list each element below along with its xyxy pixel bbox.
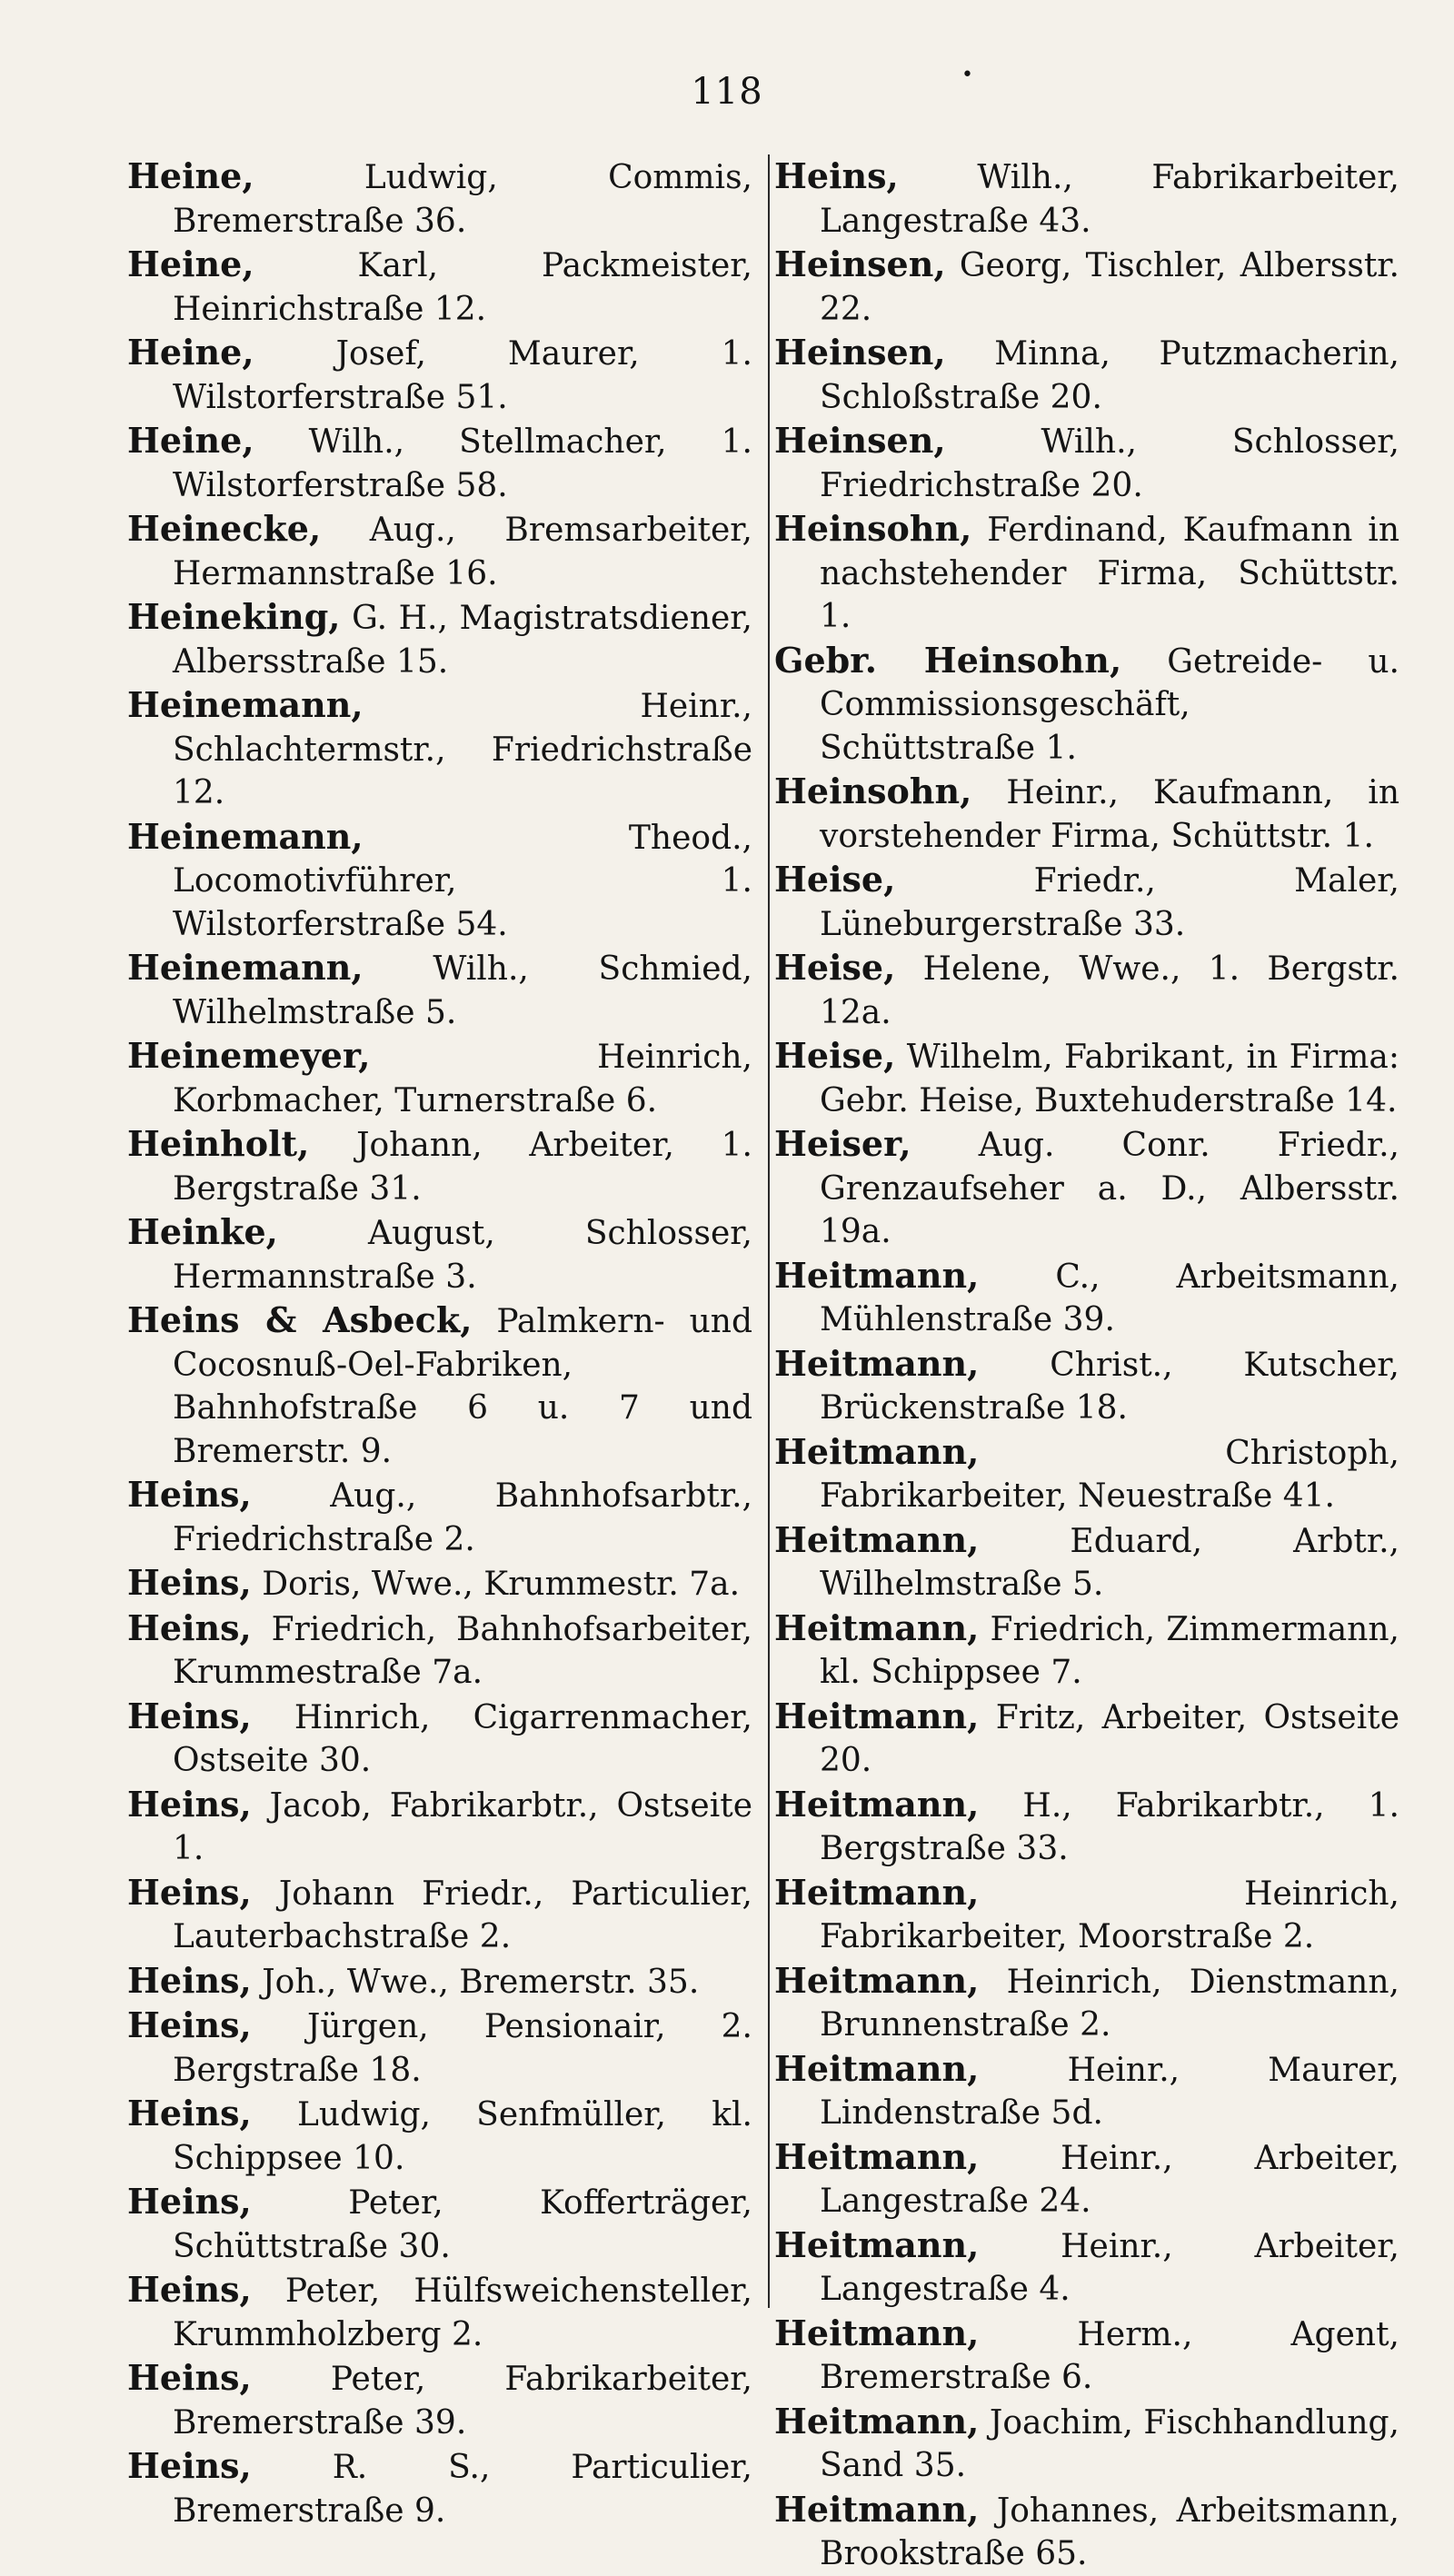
directory-entry [127, 2356, 752, 2444]
entry-details: Heinrich, Fabrikarbeiter, Moorstraße 2. [820, 1875, 1399, 1955]
directory-entry [774, 1695, 1399, 1783]
entry-name: Heins, [127, 2181, 252, 2222]
entry-name: Heitmann, [774, 1959, 980, 2001]
entry-name: Heins, [127, 2093, 252, 2133]
directory-entry [774, 1342, 1399, 1430]
directory-entry [774, 1518, 1399, 1606]
entry-details: Heinrich, Korbmacher, Turnerstraße 6. [173, 1039, 752, 1119]
entry-name: Heins, [127, 1959, 252, 2001]
directory-entry [127, 2180, 752, 2268]
directory-entry [774, 2488, 1399, 2576]
entry-details: Getreide- u. Commissionsgeschäft, Schüttstraße 1. [820, 642, 1399, 767]
directory-entry [774, 2047, 1399, 2135]
entry-details: Aug. Conr. Friedr., Grenzaufseher a. D., Albersstr. 19a. [820, 1127, 1399, 1250]
directory-entry [127, 2268, 752, 2356]
directory-entry [774, 1254, 1399, 1342]
directory-entry [774, 243, 1399, 331]
entry-name: Heinsen, [774, 332, 946, 373]
entry-details: Heinrich, Dienstmann, Brunnenstraße 2. [820, 1963, 1399, 2044]
entry-name: Heins, [127, 2269, 252, 2310]
entry-name: Heins, [127, 2004, 252, 2045]
directory-entry [774, 770, 1399, 858]
entry-name: Heinsohn, [774, 771, 972, 811]
directory-entry [774, 1122, 1399, 1254]
directory-entry [127, 1034, 752, 1122]
entry-name: Heitmann, [774, 1606, 980, 1648]
entry-name: Heiser, [774, 1123, 911, 1164]
entry-name: Heinholt, [127, 1123, 310, 1164]
entry-name: Heinsohn, [774, 508, 972, 549]
directory-entry [774, 1871, 1399, 1959]
directory-entry [774, 1034, 1399, 1122]
directory-entry [774, 946, 1399, 1034]
entry-details: Joh., Wwe., Bremerstr. 35. [262, 1963, 700, 2001]
entry-name: Heinemann, [127, 947, 364, 988]
entry-name: Heins, [127, 1695, 252, 1736]
entry-name: Heineking, [127, 596, 341, 637]
entry-details: Ludwig, Senfmüller, kl. Schippsee 10. [173, 2096, 752, 2177]
entry-details: Johannes, Arbeitsmann, Brookstraße 65. [820, 2491, 1399, 2572]
entry-details: Herm., Agent, Bremerstraße 6. [820, 2315, 1399, 2396]
directory-entry [127, 683, 752, 815]
directory-entry [127, 1606, 752, 1695]
entry-name: Heins, [127, 2357, 252, 2398]
column-divider [768, 154, 770, 2308]
entry-details: H., Fabrikarbtr., 1. Bergstraße 33. [820, 1786, 1399, 1867]
entry-details: Peter, Fabrikarbeiter, Bremerstraße 39. [173, 2361, 752, 2442]
directory-entry [127, 2444, 752, 2532]
entry-details: Wilh., Fabrikarbeiter, Langestraße 43. [820, 159, 1399, 240]
entry-details: Wilh., Schlosser, Friedrichstraße 20. [820, 423, 1399, 504]
entry-details: Peter, Hülfsweichensteller, Krummholzberg 2. [173, 2273, 752, 2353]
entry-name: Heitmann, [774, 1430, 980, 1472]
directory-entry [127, 1783, 752, 1871]
directory-entry [774, 1606, 1399, 1695]
directory-entry [774, 2400, 1399, 2488]
entry-details: Theod., Locomotivführer, 1. Wilstorferstraße 54. [173, 819, 752, 943]
entry-details: Jacob, Fabrikarbtr., Ostseite 1. [173, 1786, 752, 1867]
entry-details: Christ., Kutscher, Brückenstraße 18. [820, 1346, 1399, 1427]
entry-name: Heins, [127, 1871, 252, 1913]
entry-name: Heitmann, [774, 2488, 980, 2530]
directory-entry [774, 331, 1399, 419]
entry-details: Karl, Packmeister, Heinrichstraße 12. [173, 247, 752, 328]
page-number: 118 [691, 71, 763, 113]
directory-entry [774, 1783, 1399, 1871]
directory-entry [127, 1473, 752, 1561]
entry-details: G. H., Magistratsdiener, Albersstraße 15. [173, 600, 753, 681]
entry-details: Palmkern- und Cocosnuß-Oel-Fabriken, Bahnhofstraße 6 u. 7 und Bremerstr. 9. [173, 1303, 752, 1470]
entry-details: Ludwig, Commis, Bremerstraße 36. [173, 159, 752, 240]
directory-entry [774, 858, 1399, 946]
entry-name: Heins, [127, 1562, 252, 1603]
entry-name: Heins, [127, 2445, 252, 2486]
entry-details: Wilh., Stellmacher, 1. Wilstorferstraße 58. [173, 423, 752, 504]
entry-details: Fritz, Arbeiter, Ostseite 20. [820, 1698, 1399, 1779]
entry-name: Heitmann, [774, 1254, 980, 1296]
entry-details: Heinr., Kaufmann, in vorstehender Firma, Schüttstr. 1. [820, 774, 1400, 855]
entry-name: Heins, [774, 155, 899, 196]
entry-details: Josef, Maurer, 1. Wilstorferstraße 51. [173, 335, 752, 416]
entry-name: Heitmann, [774, 1518, 980, 1560]
entry-name: Heinecke, [127, 508, 322, 549]
entry-name: Heinemeyer, [127, 1035, 371, 1076]
directory-entry [127, 1959, 752, 2004]
entry-details: Helene, Wwe., 1. Bergstr. 12a. [820, 950, 1399, 1031]
entry-name: Heine, [127, 244, 254, 284]
entry-details: Johann, Arbeiter, 1. Bergstraße 31. [173, 1127, 752, 1208]
directory-entry [127, 2092, 752, 2180]
entry-details: Wilh., Schmied, Wilhelmstraße 5. [173, 950, 752, 1031]
entry-name: Heins & Asbeck, [127, 1299, 473, 1340]
directory-entry [127, 1871, 752, 1959]
entry-details: August, Schlosser, Hermannstraße 3. [173, 1215, 752, 1296]
directory-entry [774, 507, 1399, 639]
entry-name: Heitmann, [774, 1342, 980, 1384]
entry-name: Heins, [127, 1783, 252, 1825]
directory-entry [774, 2223, 1399, 2312]
entry-details: Friedr., Maler, Lüneburgerstraße 33. [820, 862, 1399, 943]
directory-entry [127, 946, 752, 1034]
entry-details: Jürgen, Pensionair, 2. Bergstraße 18. [173, 2008, 752, 2089]
entry-details: Doris, Wwe., Krummestr. 7a. [262, 1566, 741, 1603]
entry-name: Heitmann, [774, 2135, 980, 2177]
directory-entry [127, 1561, 752, 1606]
directory-entry [774, 2135, 1399, 2223]
entry-name: Heine, [127, 155, 254, 196]
print-dot: • [961, 64, 973, 86]
left-column [127, 154, 752, 2532]
directory-entry [127, 2004, 752, 2092]
directory-entry [127, 507, 752, 595]
directory-entry [127, 815, 752, 947]
entry-details: Wilhelm, Fabrikant, in Firma: Gebr. Heise, Buxtehuderstraße 14. [820, 1039, 1399, 1119]
entry-name: Heins, [127, 1474, 252, 1515]
entry-details: Hinrich, Cigarrenmacher, Ostseite 30. [173, 1698, 752, 1779]
entry-name: Heine, [127, 420, 254, 461]
entry-name: Heitmann, [774, 2223, 980, 2265]
directory-entry [774, 154, 1399, 243]
directory-entry [127, 419, 752, 507]
entry-details: Heinr., Arbeiter, Langestraße 4. [820, 2227, 1399, 2308]
entry-name: Heinsen, [774, 244, 946, 284]
directory-entry [774, 1959, 1399, 2047]
entry-name: Heise, [774, 947, 896, 988]
directory-entry [127, 595, 752, 683]
entry-details: Friedrich, Bahnhofsarbeiter, Krummestraße 7a. [173, 1610, 752, 1691]
entry-details: C., Arbeitsmann, Mühlenstraße 39. [820, 1258, 1399, 1338]
entry-details: Georg, Tischler, Albersstr. 22. [820, 247, 1399, 328]
entry-details: Ferdinand, Kaufmann in nachstehender Firma, Schüttstr. 1. [820, 512, 1400, 635]
entry-name: Heise, [774, 859, 896, 900]
entry-name: Heitmann, [774, 2047, 980, 2089]
directory-entry [127, 1210, 752, 1298]
entry-name: Heinemann, [127, 684, 364, 725]
entry-details: Heinr., Maurer, Lindenstraße 5d. [820, 2051, 1399, 2132]
entry-name: Heinke, [127, 1211, 278, 1252]
directory-entry [774, 1430, 1399, 1518]
directory-entry [127, 1298, 752, 1473]
entry-details: Heinr., Arbeiter, Langestraße 24. [820, 2139, 1399, 2220]
entry-details: Aug., Bremsarbeiter, Hermannstraße 16. [173, 512, 752, 592]
directory-entry [774, 639, 1399, 771]
entry-name: Heitmann, [774, 1695, 980, 1736]
entry-details: Joachim, Fischhandlung, Sand 35. [820, 2403, 1399, 2484]
entry-details: Friedrich, Zimmermann, kl. Schippsee 7. [820, 1610, 1399, 1691]
entry-name: Heins, [127, 1606, 252, 1648]
entry-name: Heitmann, [774, 1783, 980, 1825]
entry-name: Heine, [127, 332, 254, 373]
right-column [774, 154, 1399, 2576]
entry-name: Heitmann, [774, 2400, 980, 2442]
entry-name: Heinemann, [127, 815, 364, 857]
directory-entry [774, 419, 1399, 507]
directory-entry [127, 1695, 752, 1783]
directory-entry [127, 1122, 752, 1210]
entry-details: Aug., Bahnhofsarbtr., Friedrichstraße 2. [173, 1477, 752, 1558]
entry-name: Heise, [774, 1035, 896, 1076]
entry-name: Heitmann, [774, 1871, 980, 1913]
entry-name: Heinsen, [774, 420, 946, 461]
entry-details: R. S., Particulier, Bremerstraße 9. [173, 2449, 752, 2530]
directory-entry [127, 331, 752, 419]
entry-details: Christoph, Fabrikarbeiter, Neuestraße 41. [820, 1434, 1399, 1515]
entry-details: Heinr., Schlachtermstr., Friedrichstraße 12. [173, 688, 752, 811]
entry-name: Gebr. Heinsohn, [774, 639, 1122, 681]
entry-details: Minna, Putzmacherin, Schloßstraße 20. [820, 335, 1399, 416]
directory-entry [127, 154, 752, 243]
entry-details: Johann Friedr., Particulier, Lauterbachstraße 2. [173, 1875, 752, 1955]
directory-entry [127, 243, 752, 331]
entry-name: Heitmann, [774, 2312, 980, 2353]
directory-entry [774, 2312, 1399, 2400]
entry-details: Peter, Kofferträger, Schüttstraße 30. [173, 2184, 752, 2265]
entry-details: Eduard, Arbtr., Wilhelmstraße 5. [820, 1522, 1399, 1603]
